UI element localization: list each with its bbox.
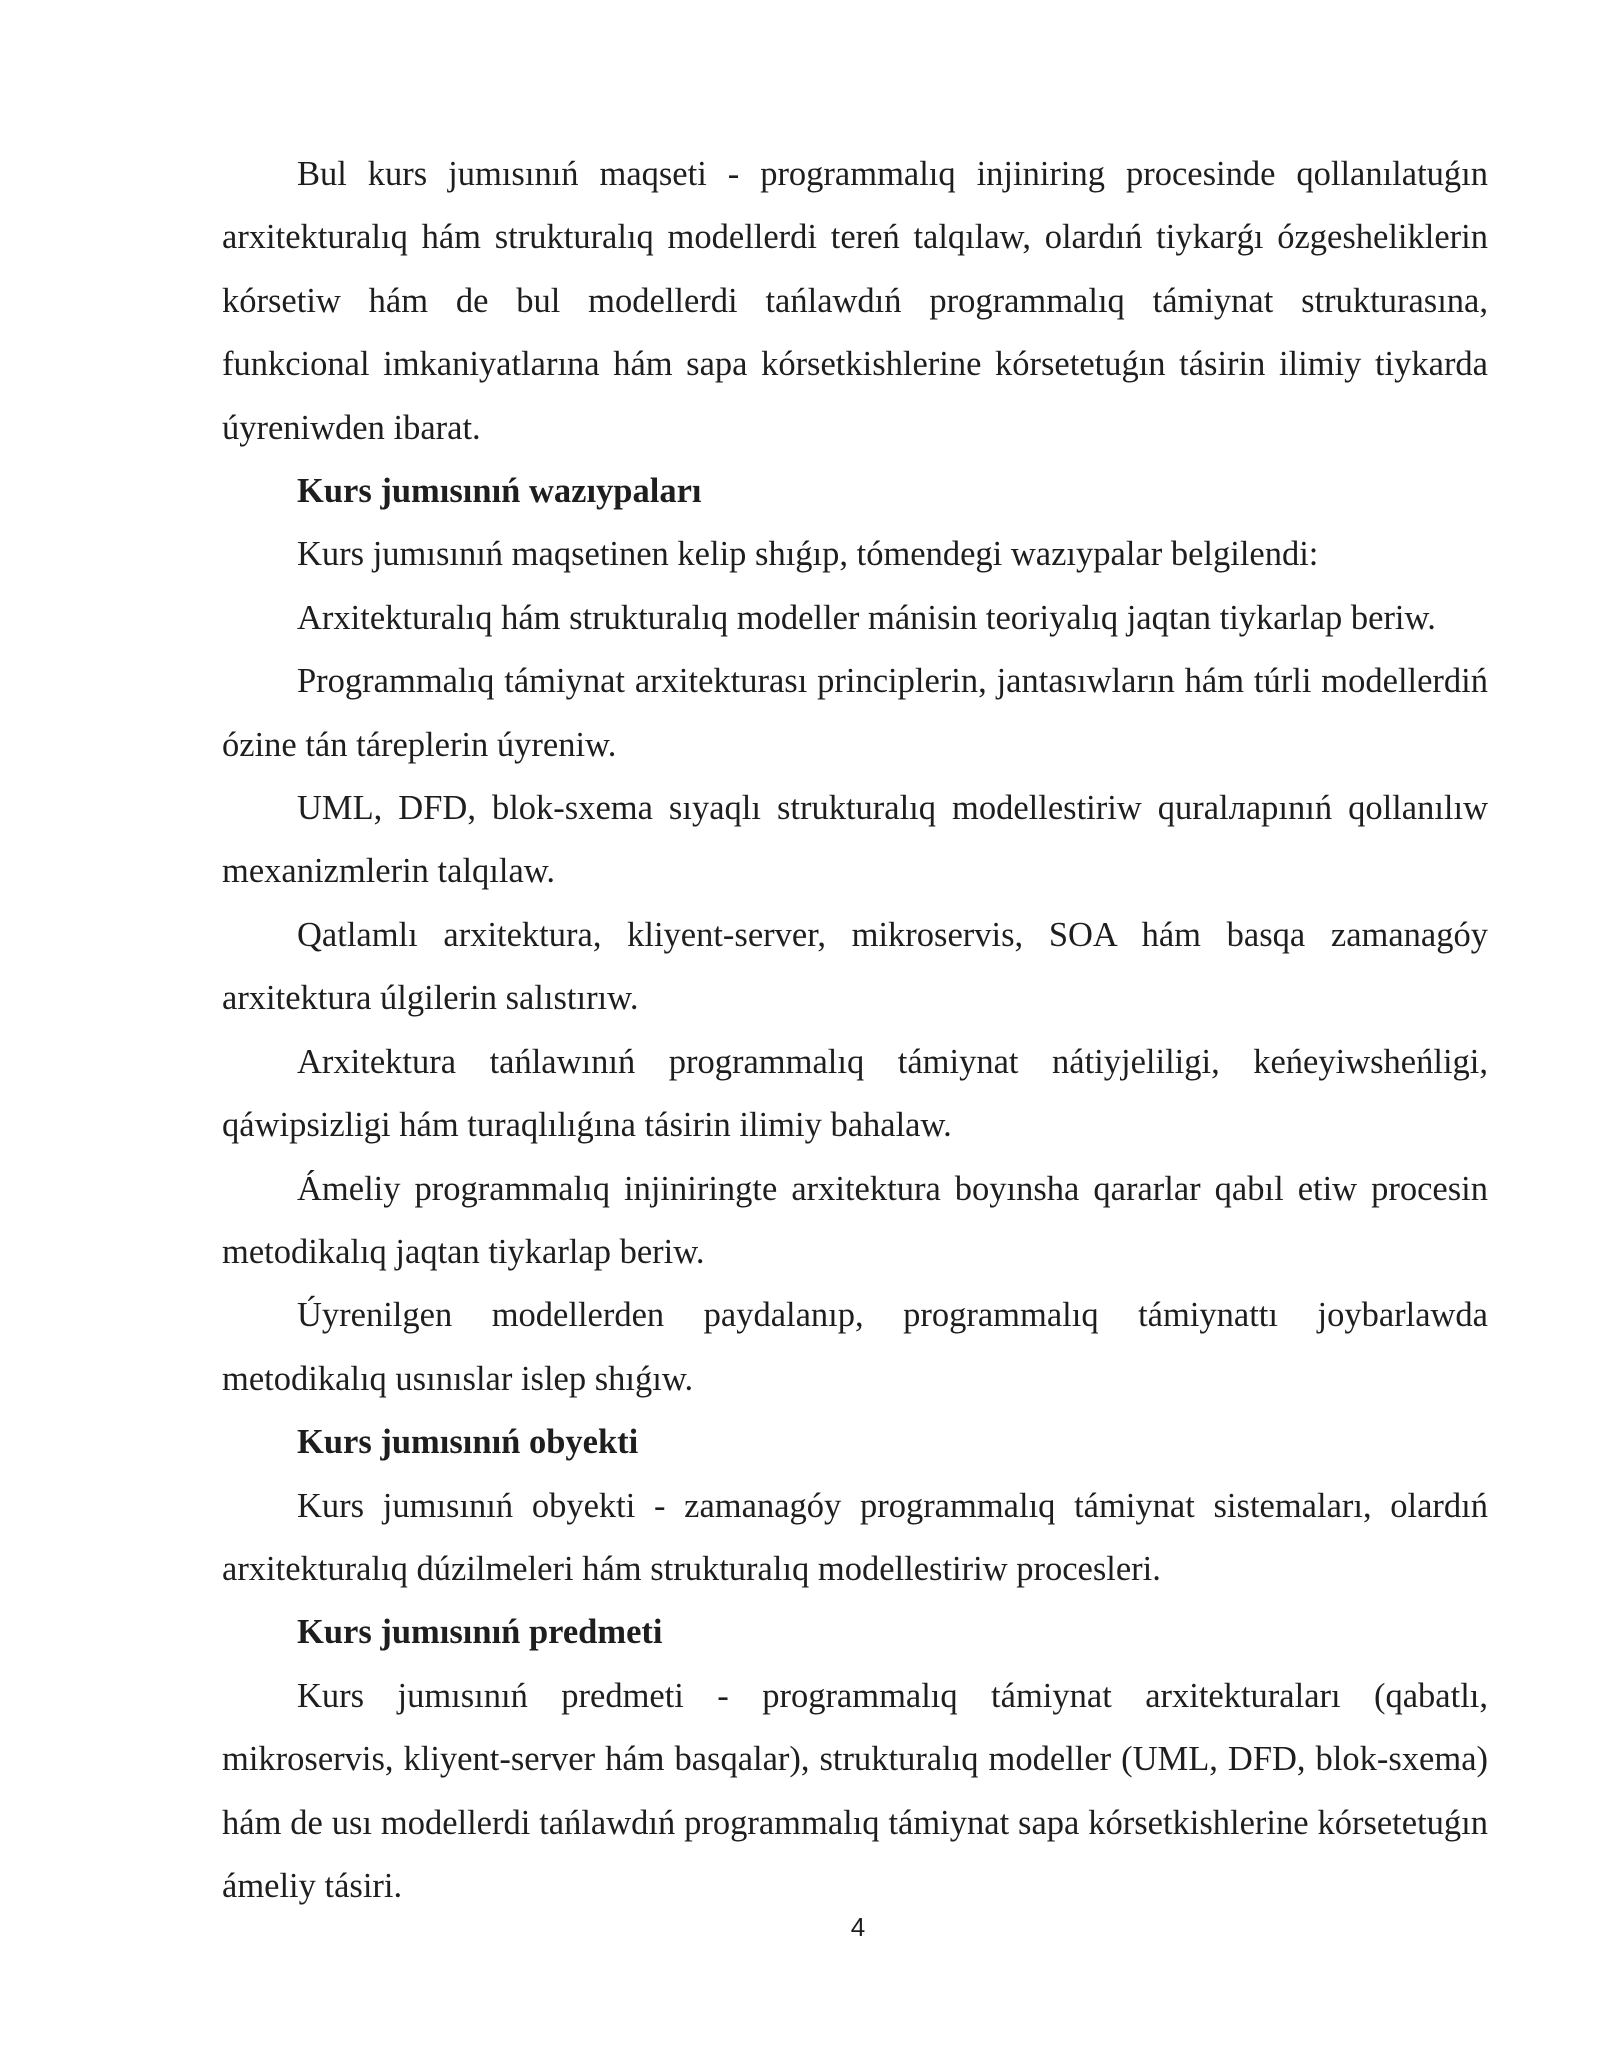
paragraph-tasks-intro: Kurs jumısınıń maqsetinen kelip shıǵıp, tómendegi wazıypalar belgilendi: [297,535,1319,574]
paragraph-goal: Bul kurs jumısınıń maqseti - programmalıq injiniring procesinde qollanılatuǵın arxitekturalıq hám strukturalıq modellerdi tereń talqılaw, olardıń tiykarǵı ózgesheliklerin kórsetiw hám de bul modellerdi tańlawdıń programmalıq támiynat strukturasına, funkcional imkaniyatlarına hám sapa kórsetkishlerine kórsetetuǵın tásirin ilimiy tiykarda úyreniwden ibarat. [222,155,1488,447]
paragraph-task-1: Arxitekturalıq hám strukturalıq modeller mánisin teoriyalıq jaqtan tiykarlap beriw. [297,598,1436,637]
paragraph-subject: Kurs jumısınıń predmeti - programmalıq támiynat arxitekturaları (qabatlı, mikroservis, kliyent-server hám basqalar), strukturalıq modeller (UML, DFD, blok-sxema) hám de usı modellerdi tańlawdıń programmalıq támiynat sapa kórsetkishlerine kórsetetuǵın ámeliy tásiri. [222,1676,1488,1905]
paragraph-task-2: Programmalıq támiynat arxitekturası principlerin, jantasıwların hám túrli modellerdiń ózine tán táreplerin úyreniw. [222,662,1488,764]
page-number: 4 [850,1912,866,1942]
heading-subject: Kurs jumısınıń predmeti [297,1613,663,1652]
heading-object: Kurs jumısınıń obyekti [297,1423,639,1462]
paragraph-task-5: Arxitektura tańlawınıń programmalıq támiynat nátiyjeliligi, keńeyiwsheńligi, qáwipsizligi hám turaqlılıǵına tásirin ilimiy bahalaw. [222,1042,1488,1145]
heading-tasks: Kurs jumısınıń wazıypaları [297,472,702,511]
paragraph-task-4: Qatlamlı arxitektura, kliyent-server, mikroservis, SOA hám basqa zamanagóy arxitektura úlgilerin salıstırıw. [222,915,1488,1018]
paragraph-task-6: Ámeliy programmalıq injiniringte arxitektura boyınsha qararlar qabıl etiw procesin metodikalıq jaqtan tiykarlap beriw. [222,1169,1488,1271]
paragraph-object: Kurs jumısınıń obyekti - zamanagóy programmalıq támiynat sistemaları, olardıń arxitekturalıq dúzilmeleri hám strukturalıq modellestiriw procesleri. [222,1486,1488,1588]
paragraph-task-7: Úyrenilgen modellerden paydalanıp, programmalıq támiynattı joybarlawda metodikalıq usınıslar islep shıǵıw. [222,1296,1488,1398]
document-body [222,143,1488,1918]
paragraph-task-3: UML, DFD, blok-sxema sıyaqlı strukturalıq modellestiriw quralларınıń qollanılıw mexanizmlerin talqılaw. [222,789,1488,891]
